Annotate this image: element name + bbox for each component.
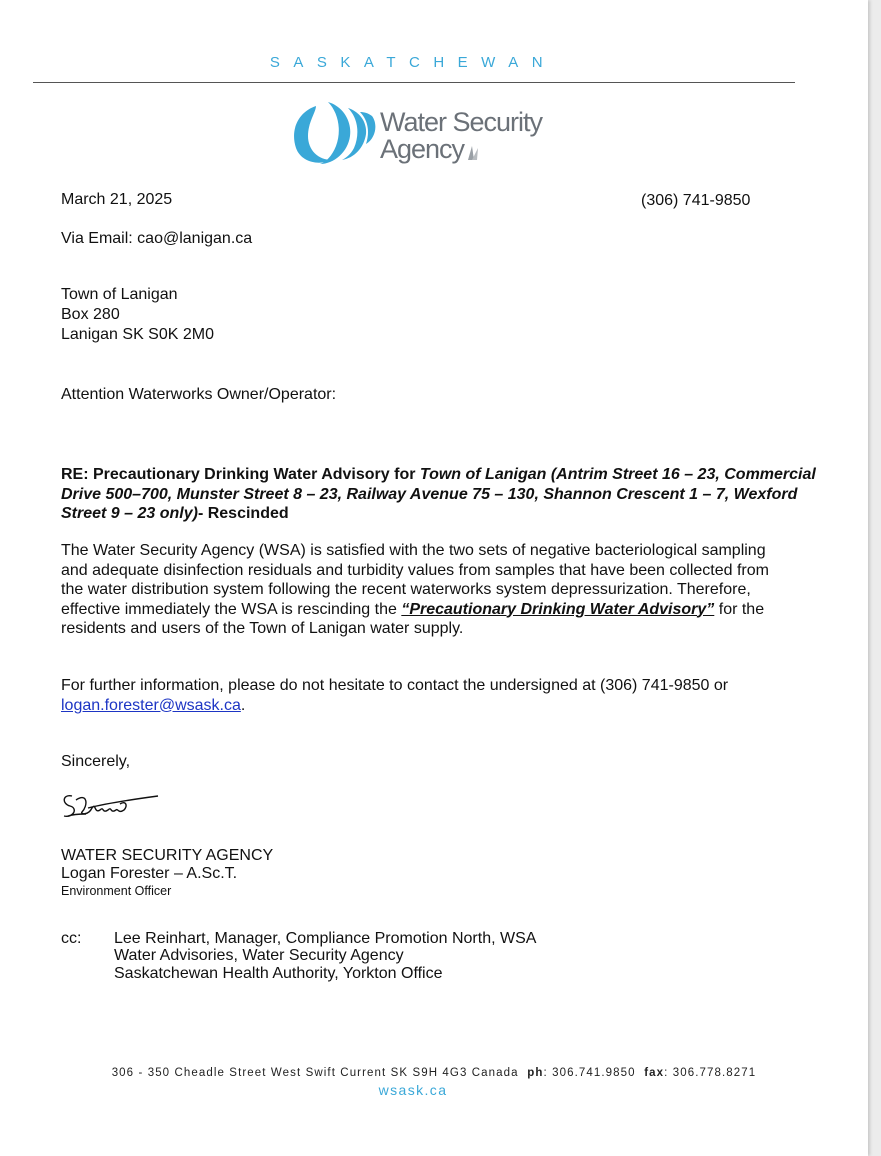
via-email: Via Email: cao@lanigan.ca: [61, 230, 253, 247]
footer-address: [0, 1067, 868, 1079]
cc-item: Saskatchewan Health Authority, Yorkton Office: [114, 965, 443, 982]
signer-name: Logan Forester – A.Sc.T.: [61, 865, 238, 882]
recipient-line: Lanigan SK S0K 2M0: [61, 326, 214, 343]
signature-image: [58, 786, 168, 826]
footer-website[interactable]: wsask.ca: [378, 1082, 448, 1098]
body-paragraph-2: [61, 676, 781, 715]
subject-location: Town of Lanigan (Antrim Street 16 – 23, Commercial Drive 500–700, Munster Street 8 – 23, Railway Avenue 75 – 130, Shannon Crescent 1 – 7, Wexford Street 9 – 23 only): [61, 466, 816, 522]
logo-line2: Agency: [380, 134, 465, 164]
body2-text-end: .: [240, 696, 246, 714]
wheat-icon: [468, 146, 478, 160]
recipient-line: Town of Lanigan: [61, 286, 178, 303]
footer-ph: : 306.741.9850: [543, 1067, 636, 1079]
body1-text-end: for the residents and users of the Town of Lanigan water supply.: [61, 600, 765, 637]
attention-line: Attention Waterworks Owner/Operator:: [61, 386, 337, 403]
email-link[interactable]: logan.forester@wsask.ca: [61, 696, 241, 714]
advisory-title: “Precautionary Drinking Water Advisory”: [401, 600, 715, 618]
subject-line: [61, 465, 821, 524]
closing: Sincerely,: [61, 753, 131, 770]
body1-text: The Water Security Agency (WSA) is satisfied with the two sets of negative bacteriological sampling and adequate disinfection residuals and turbidity values from samples that have been collected from the water distribution system following the recent waterworks system depressurization. Therefore, effective immediately the WSA is rescinding the: [61, 542, 769, 618]
province-banner: SASKATCHEWAN: [269, 54, 557, 71]
footer-fax-label: fax: [644, 1067, 665, 1079]
recipient-line: Box 280: [61, 306, 120, 323]
subject-suffix: - Rescinded: [197, 505, 289, 522]
header-divider: [33, 82, 795, 83]
body-paragraph-1: [61, 541, 773, 639]
body2-text: For further information, please do not hesitate to contact the undersigned at (306) 741-9850 or: [61, 677, 729, 694]
footer-ph-label: ph: [527, 1067, 544, 1079]
water-drop-icon: [294, 102, 375, 164]
signer-org: WATER SECURITY AGENCY: [61, 847, 274, 864]
wsa-logo: [288, 98, 548, 168]
cc-item: Water Advisories, Water Security Agency: [114, 947, 404, 964]
cc-item: Lee Reinhart, Manager, Compliance Promotion North, WSA: [114, 930, 537, 947]
logo-line1: Water Security: [380, 107, 543, 137]
footer-fax: : 306.778.8271: [664, 1067, 757, 1079]
footer-street: 306 - 350 Cheadle Street West Swift Current SK S9H 4G3 Canada: [111, 1067, 519, 1079]
letter-date: March 21, 2025: [61, 191, 173, 208]
cc-label: cc:: [61, 930, 82, 947]
signer-title: Environment Officer: [61, 884, 172, 898]
subject-prefix: RE: Precautionary Drinking Water Advisory for: [61, 466, 420, 483]
contact-phone: (306) 741-9850: [641, 192, 751, 209]
